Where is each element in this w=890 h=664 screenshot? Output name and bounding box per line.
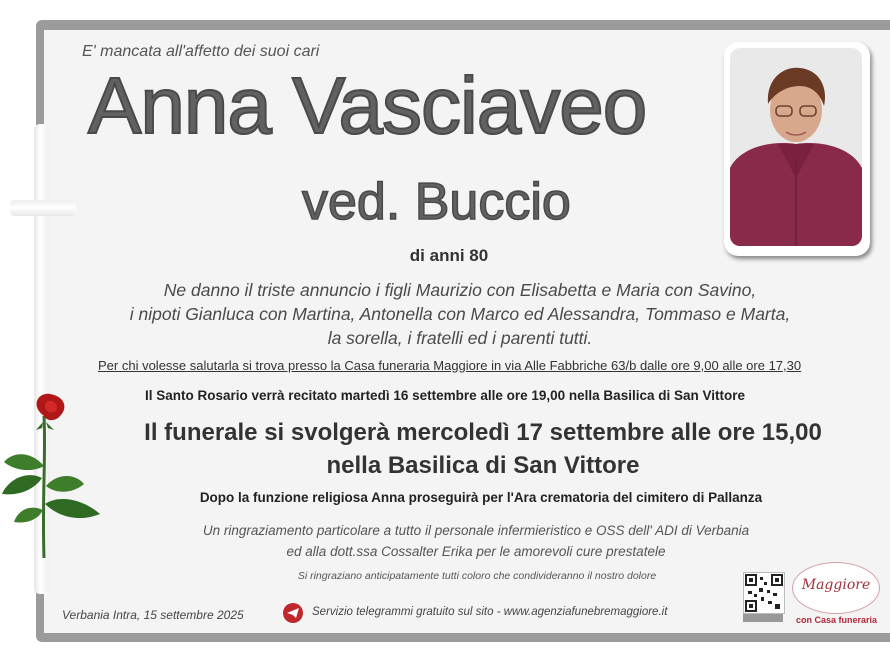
thanks-advance: Si ringraziano anticipatamente tutti coloro che condivideranno il nostro dolore bbox=[297, 570, 657, 582]
age-text: di anni 80 bbox=[409, 246, 489, 265]
cross-arm bbox=[10, 200, 76, 216]
visitation-info: Per chi volesse salutarla si trova presso la Casa funeraria Maggiore in via Alle Fabbriche 63/b dalle ore 9,00 alle ore 17,30 bbox=[98, 358, 802, 373]
portrait-frame bbox=[724, 42, 870, 256]
telegram-icon[interactable] bbox=[283, 603, 303, 623]
qr-label-bar bbox=[743, 614, 783, 622]
portrait-photo bbox=[730, 48, 862, 246]
thanks-block bbox=[0, 520, 890, 562]
announcement-line: Ne danno il triste annuncio i figli Maurizio con Elisabetta e Maria con Savino, bbox=[163, 280, 757, 300]
bottom-border bbox=[44, 633, 890, 642]
funeral-line: nella Basilica di San Vittore bbox=[326, 452, 640, 479]
funeral-info bbox=[0, 416, 890, 482]
thanks-line: Un ringraziamento particolare a tutto il personale infermieristico e OSS dell' ADI di Verbania bbox=[202, 523, 750, 538]
funeral-home-logo bbox=[792, 562, 880, 614]
announcement-line: i nipoti Gianluca con Martina, Antonella con Marco ed Alessandra, Tommaso e Marta, bbox=[129, 304, 791, 324]
announcement bbox=[60, 278, 860, 350]
telegram-service-link[interactable]: Servizio telegrammi gratuito sul sito - www.agenziafunebremaggiore.it bbox=[312, 606, 668, 618]
qr-pattern bbox=[744, 573, 784, 613]
announcement-line: la sorella, i fratelli ed i parenti tutti. bbox=[327, 328, 593, 348]
widow-of: ved. Buccio bbox=[302, 173, 571, 231]
after-ceremony: Dopo la funzione religiosa Anna proseguirà per l'Ara crematoria del cimitero di Pallanza bbox=[199, 490, 763, 505]
qr-code-icon[interactable] bbox=[743, 572, 785, 614]
intro-text: E' mancata all'affetto dei suoi cari bbox=[82, 43, 320, 60]
thanks-line: ed alla dott.ssa Cossalter Erika per le amorevoli cure prestatele bbox=[286, 544, 666, 559]
funeral-line: Il funerale si svolgerà mercoledì 17 settembre alle ore 15,00 bbox=[144, 419, 822, 446]
logo-name: Maggiore bbox=[801, 577, 871, 593]
deceased-name: Anna Vasciaveo bbox=[88, 61, 647, 150]
place-date: Verbania Intra, 15 settembre 2025 bbox=[62, 608, 244, 622]
telegram-glyph bbox=[283, 603, 303, 623]
logo-caption: con Casa funeraria bbox=[796, 615, 878, 625]
rosary-info: Il Santo Rosario verrà recitato martedì 16 settembre alle ore 19,00 nella Basilica di San Vittore bbox=[144, 388, 745, 403]
